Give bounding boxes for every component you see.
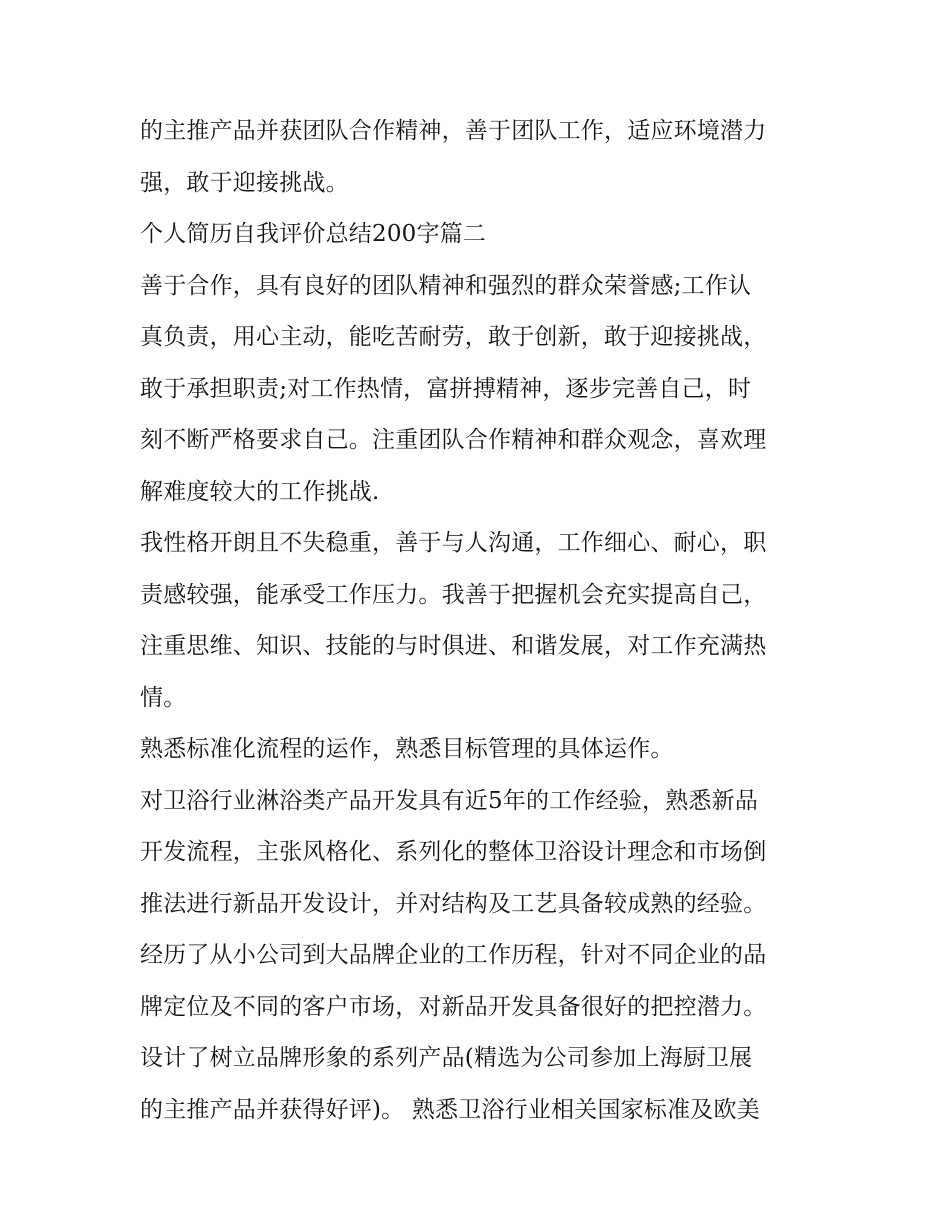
text-line: 推法进行新品开发设计，并对结构及工艺具备较成熟的经验。 bbox=[140, 890, 767, 917]
text-line: 牌定位及不同的客户市场，对新品开发具备很好的把控潜力。 bbox=[140, 993, 767, 1020]
text-line: 责感较强，能承受工作压力。我善于把握机会充实提高自己， bbox=[140, 581, 767, 608]
text-line: 真负责，用心主动，能吃苦耐劳，敢于创新，敢于迎接挑战， bbox=[140, 324, 767, 350]
text-line: 我性格开朗且不失稳重，善于与人沟通，工作细心、耐心，职 bbox=[140, 530, 767, 556]
text-line: 的主推产品并获团队合作精神，善于团队工作，适应环境潜力 bbox=[140, 118, 767, 144]
text-line: 熟悉标准化流程的运作，熟悉目标管理的具体运作。 bbox=[140, 736, 674, 762]
text-line: 解难度较大的工作挑战. bbox=[140, 478, 380, 505]
text-line: 设计了树立品牌形象的系列产品(精选为公司参加上海厨卫展 bbox=[140, 1045, 753, 1071]
text-line: 刻不断严格要求自己。注重团队合作精神和群众观念，喜欢理 bbox=[140, 427, 767, 453]
text-line: 对卫浴行业淋浴类产品开发具有近5年的工作经验，熟悉新品 bbox=[140, 787, 759, 814]
text-line: 敢于承担职责;对工作热情，富拼搏精神，逐步完善自己，时 bbox=[140, 375, 752, 402]
text-line: 的主推产品并获得好评)。 熟悉卫浴行业相关国家标准及欧美 bbox=[140, 1096, 760, 1123]
text-line: 强，敢于迎接挑战。 bbox=[140, 169, 349, 196]
text-line: 经历了从小公司到大品牌企业的工作历程，针对不同企业的品 bbox=[140, 942, 767, 968]
text-line: 注重思维、知识、技能的与时俱进、和谐发展，对工作充满热 bbox=[140, 633, 767, 659]
document-body bbox=[140, 106, 820, 1136]
section-heading: 个人简历自我评价总结200字篇二 bbox=[140, 221, 487, 247]
text-line: 善于合作，具有良好的团队精神和强烈的群众荣誉感;工作认 bbox=[140, 272, 752, 299]
text-line: 开发流程，主张风格化、系列化的整体卫浴设计理念和市场倒 bbox=[140, 839, 767, 865]
text-line: 情。 bbox=[140, 684, 187, 711]
